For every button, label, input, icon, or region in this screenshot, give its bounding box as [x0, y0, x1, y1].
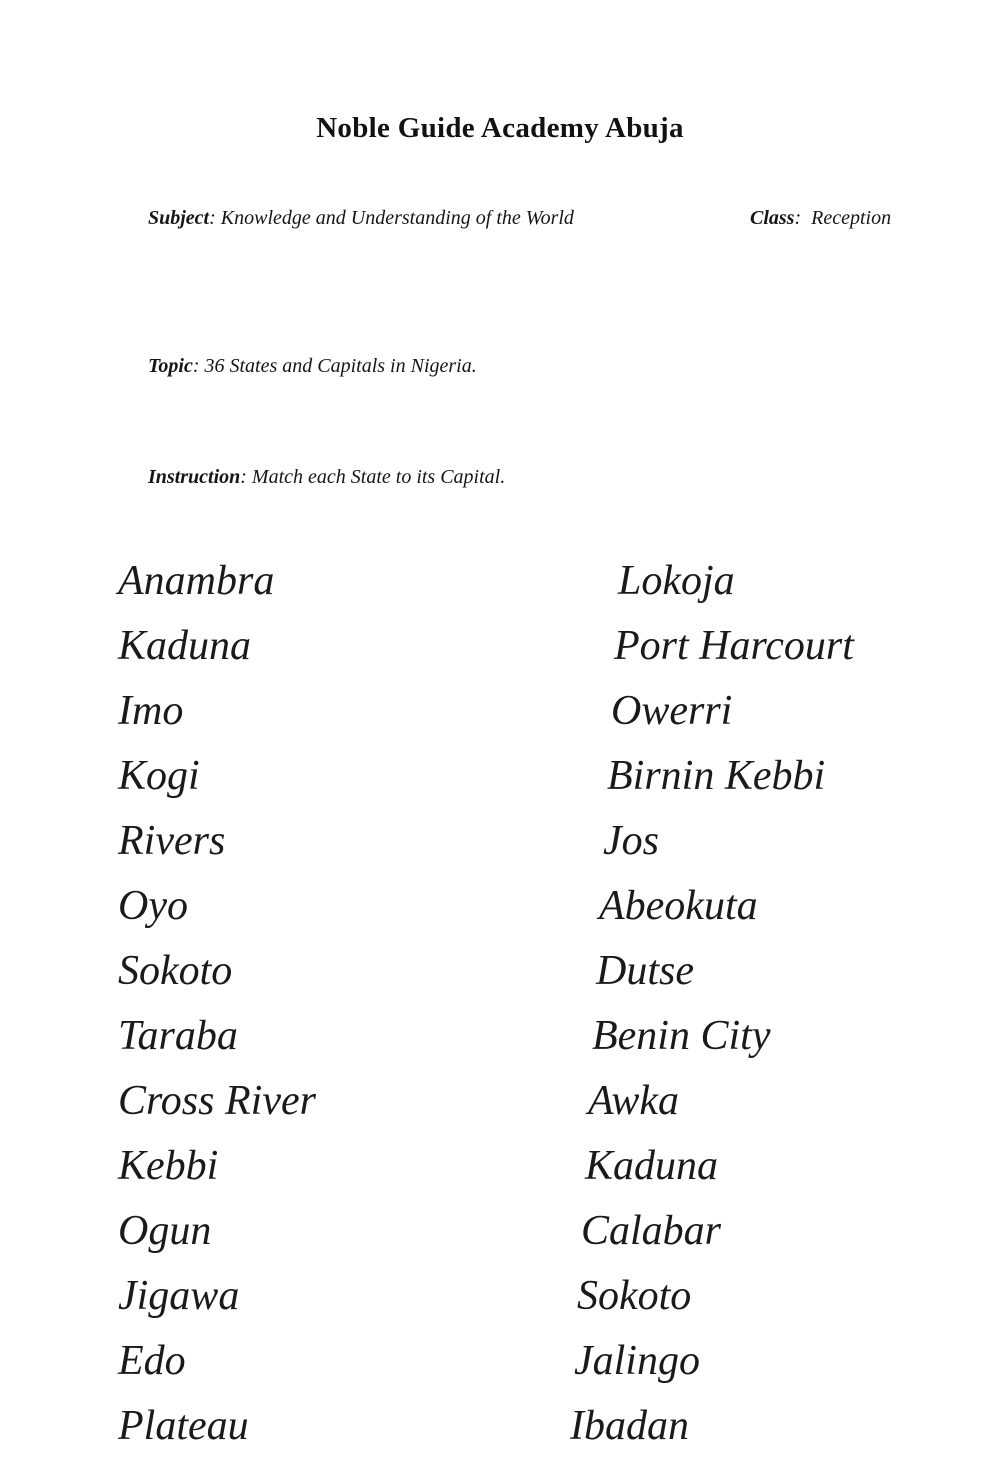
- state-name: Ogun: [118, 1208, 212, 1254]
- class-value: : Reception: [794, 207, 892, 229]
- match-row: [118, 614, 1000, 679]
- state-name: Kaduna: [118, 623, 252, 669]
- instruction-label: Instruction: [148, 466, 241, 488]
- topic-value: : 36 States and Capitals in Nigeria.: [192, 355, 477, 377]
- state-name: Plateau: [118, 1403, 249, 1449]
- state-name: Sokoto: [118, 948, 233, 994]
- match-row: [118, 1394, 1000, 1459]
- subject-line: [118, 163, 910, 311]
- subject-value: : Knowledge and Understanding of the World: [209, 207, 574, 229]
- capital-name: Lokoja: [618, 558, 735, 604]
- capital-name: Sokoto: [577, 1273, 692, 1319]
- match-row: [118, 939, 1000, 1004]
- class-line: [710, 163, 891, 274]
- state-name: Imo: [118, 688, 184, 734]
- state-name: Anambra: [118, 558, 275, 604]
- topic-label: Topic: [148, 355, 193, 377]
- capital-name: Kaduna: [585, 1143, 719, 1189]
- capital-name: Owerri: [611, 688, 733, 734]
- capital-name: Ibadan: [570, 1403, 689, 1449]
- page-title: Noble Guide Academy Abuja: [316, 112, 684, 144]
- state-name: Rivers: [118, 818, 226, 864]
- class-label: Class: [750, 207, 795, 229]
- state-name: Kebbi: [118, 1143, 219, 1189]
- match-row: [118, 549, 1000, 614]
- match-row: [118, 1329, 1000, 1394]
- capital-name: Benin City: [592, 1013, 771, 1059]
- match-row: [118, 744, 1000, 809]
- match-row: [118, 1199, 1000, 1264]
- match-row: [118, 1134, 1000, 1199]
- capital-name: Birnin Kebbi: [607, 753, 826, 799]
- instruction-line: [118, 422, 910, 533]
- match-row: [118, 679, 1000, 744]
- match-list: [118, 549, 1000, 1459]
- capital-name: Calabar: [581, 1208, 722, 1254]
- capital-name: Jos: [603, 818, 659, 864]
- capital-name: Dutse: [596, 948, 694, 994]
- state-name: Kogi: [118, 753, 200, 799]
- capital-name: Port Harcourt: [614, 623, 854, 669]
- match-row: [118, 809, 1000, 874]
- state-name: Cross River: [118, 1078, 316, 1124]
- match-row: [118, 1004, 1000, 1069]
- match-row: [118, 1264, 1000, 1329]
- match-row: [118, 1069, 1000, 1134]
- capital-name: Awka: [588, 1078, 679, 1124]
- capital-name: Abeokuta: [599, 883, 758, 929]
- state-name: Taraba: [118, 1013, 238, 1059]
- capital-name: Jalingo: [574, 1338, 700, 1384]
- worksheet-meta: [118, 163, 910, 533]
- match-row: [118, 874, 1000, 939]
- state-name: Edo: [118, 1338, 186, 1384]
- topic-line: [118, 311, 910, 422]
- state-name: Oyo: [118, 883, 188, 929]
- subject-label: Subject: [148, 207, 210, 229]
- instruction-value: : Match each State to its Capital.: [240, 466, 506, 488]
- state-name: Jigawa: [118, 1273, 240, 1319]
